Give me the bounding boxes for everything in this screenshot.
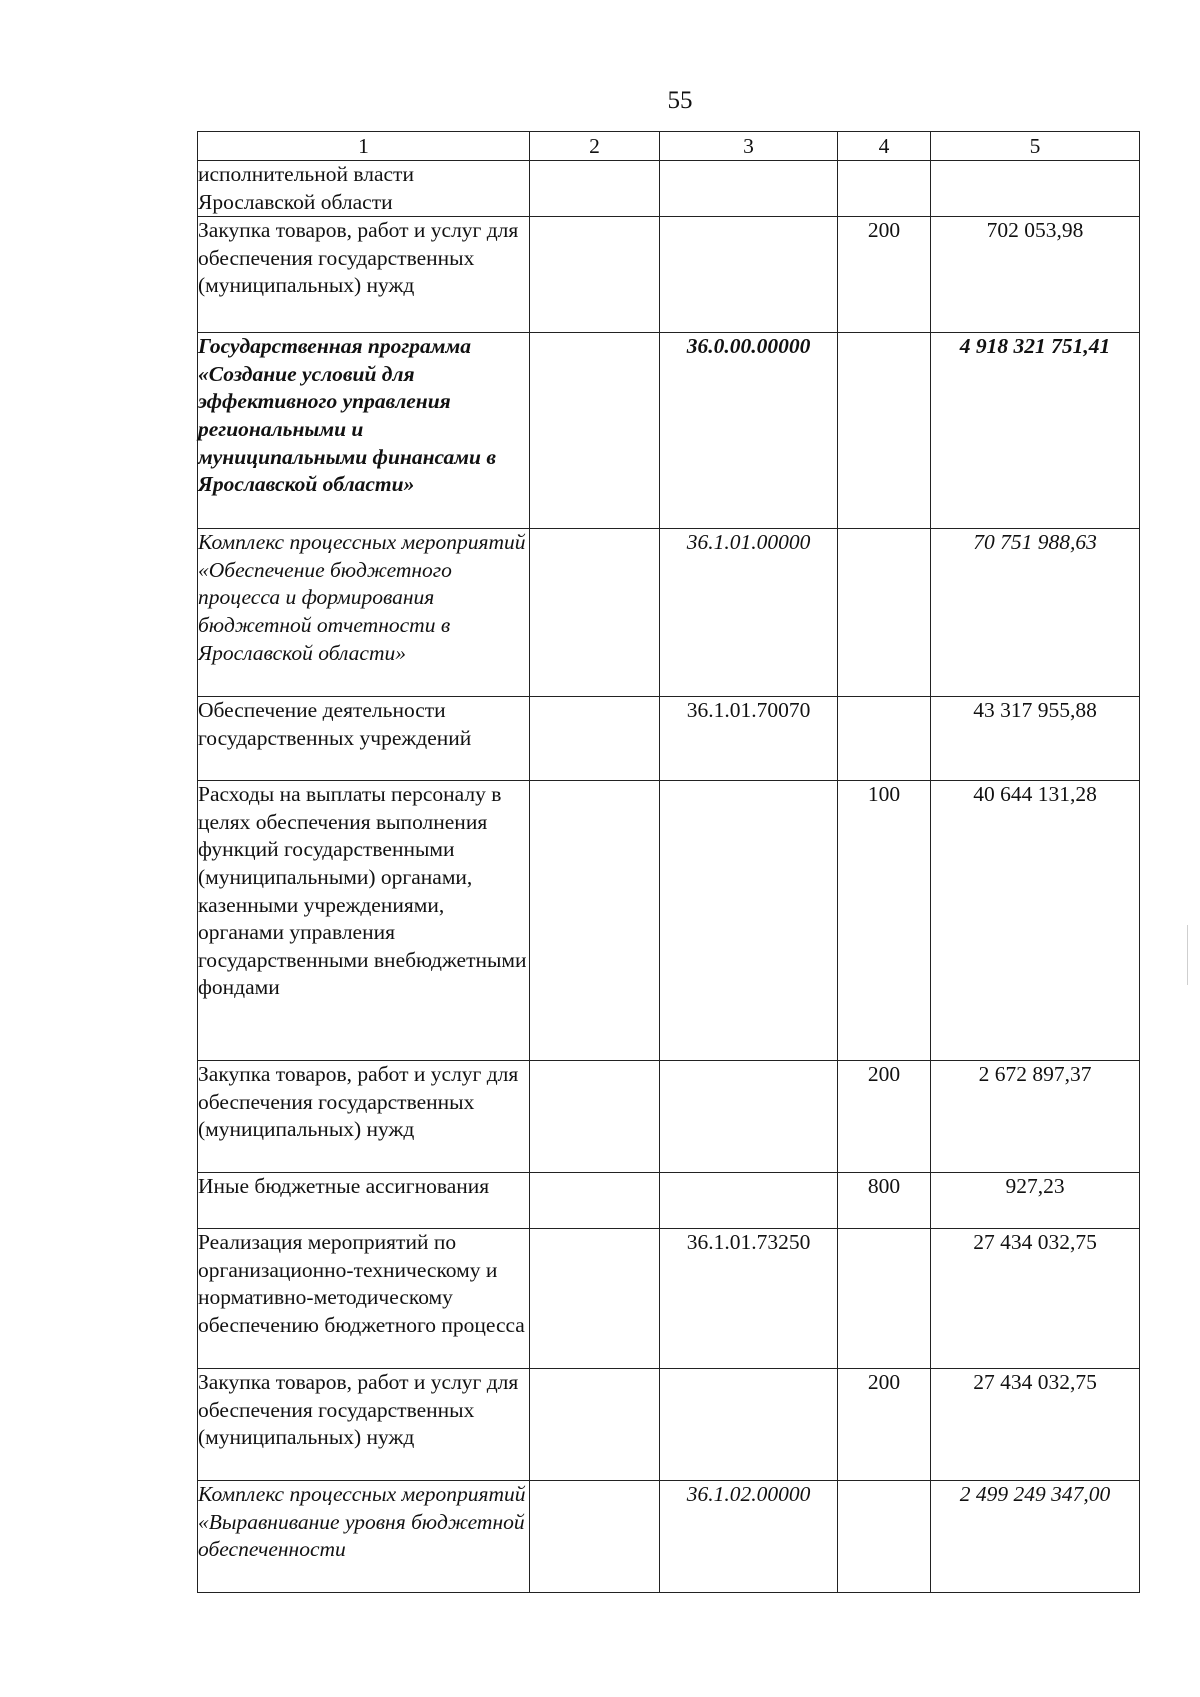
row-amount: 27 434 032,75 <box>931 1229 1140 1369</box>
row-type <box>838 1229 931 1369</box>
header-col-1: 1 <box>198 132 530 161</box>
row-name: Комплекс процессных мероприятий «Выравнивание уровня бюджетной обеспеченности <box>198 1481 530 1593</box>
row-col2 <box>530 217 660 333</box>
row-name: Обеспечение деятельности государственных учреждений <box>198 697 530 781</box>
row-type: 200 <box>838 217 931 333</box>
table-row <box>198 1481 1140 1593</box>
row-amount <box>931 161 1140 217</box>
row-col2 <box>530 697 660 781</box>
header-col-4: 4 <box>838 132 931 161</box>
row-type <box>838 529 931 697</box>
row-amount: 927,23 <box>931 1173 1140 1229</box>
table-row <box>198 1173 1140 1229</box>
row-col2 <box>530 1173 660 1229</box>
row-name: Государственная программа «Создание условий для эффективного управления региональными и муниципальными финансами в Ярославской области» <box>198 333 530 529</box>
row-type <box>838 1481 931 1593</box>
row-type <box>838 697 931 781</box>
row-code <box>660 1061 838 1173</box>
row-code <box>660 781 838 1061</box>
row-amount: 2 499 249 347,00 <box>931 1481 1140 1593</box>
row-name: Расходы на выплаты персоналу в целях обеспечения выполнения функций государственными (муниципальными) органами, казенными учреждениями, органами управления государственными внебюджетными фондами <box>198 781 530 1061</box>
row-col2 <box>530 333 660 529</box>
row-name: Закупка товаров, работ и услуг для обеспечения государственных (муниципальных) нужд <box>198 1369 530 1481</box>
table-row <box>198 697 1140 781</box>
header-col-5: 5 <box>931 132 1140 161</box>
row-name: исполнительной власти Ярославской области <box>198 161 530 217</box>
table-row <box>198 1061 1140 1173</box>
row-col2 <box>530 1369 660 1481</box>
row-type: 800 <box>838 1173 931 1229</box>
table-header-row <box>198 132 1140 161</box>
row-type: 200 <box>838 1061 931 1173</box>
row-code: 36.1.02.00000 <box>660 1481 838 1593</box>
row-code <box>660 1173 838 1229</box>
scan-artifact-line <box>1187 925 1188 985</box>
row-type <box>838 161 931 217</box>
page-number: 55 <box>667 87 693 114</box>
row-type <box>838 333 931 529</box>
row-amount: 70 751 988,63 <box>931 529 1140 697</box>
table-row <box>198 1229 1140 1369</box>
header-col-3: 3 <box>660 132 838 161</box>
row-code <box>660 161 838 217</box>
row-amount: 702 053,98 <box>931 217 1140 333</box>
header-col-2: 2 <box>530 132 660 161</box>
table-row <box>198 217 1140 333</box>
row-name: Закупка товаров, работ и услуг для обеспечения государственных (муниципальных) нужд <box>198 217 530 333</box>
table-row <box>198 333 1140 529</box>
budget-table <box>197 131 1140 1593</box>
table-row <box>198 529 1140 697</box>
row-col2 <box>530 529 660 697</box>
row-code <box>660 217 838 333</box>
table-row <box>198 1369 1140 1481</box>
row-type: 100 <box>838 781 931 1061</box>
row-col2 <box>530 1061 660 1173</box>
table-row <box>198 781 1140 1061</box>
row-name: Реализация мероприятий по организационно-техническому и нормативно-методическому обеспечению бюджетного процесса <box>198 1229 530 1369</box>
row-code: 36.0.00.00000 <box>660 333 838 529</box>
row-code: 36.1.01.00000 <box>660 529 838 697</box>
row-name: Комплекс процессных мероприятий «Обеспечение бюджетного процесса и формирования бюджетной отчетности в Ярославской области» <box>198 529 530 697</box>
row-col2 <box>530 161 660 217</box>
row-amount: 27 434 032,75 <box>931 1369 1140 1481</box>
row-amount: 40 644 131,28 <box>931 781 1140 1061</box>
row-type: 200 <box>838 1369 931 1481</box>
row-name: Иные бюджетные ассигнования <box>198 1173 530 1229</box>
row-amount: 2 672 897,37 <box>931 1061 1140 1173</box>
row-amount: 4 918 321 751,41 <box>931 333 1140 529</box>
table-row <box>198 161 1140 217</box>
row-col2 <box>530 1481 660 1593</box>
row-code <box>660 1369 838 1481</box>
row-col2 <box>530 1229 660 1369</box>
row-name: Закупка товаров, работ и услуг для обеспечения государственных (муниципальных) нужд <box>198 1061 530 1173</box>
row-code: 36.1.01.73250 <box>660 1229 838 1369</box>
row-amount: 43 317 955,88 <box>931 697 1140 781</box>
row-col2 <box>530 781 660 1061</box>
row-code: 36.1.01.70070 <box>660 697 838 781</box>
